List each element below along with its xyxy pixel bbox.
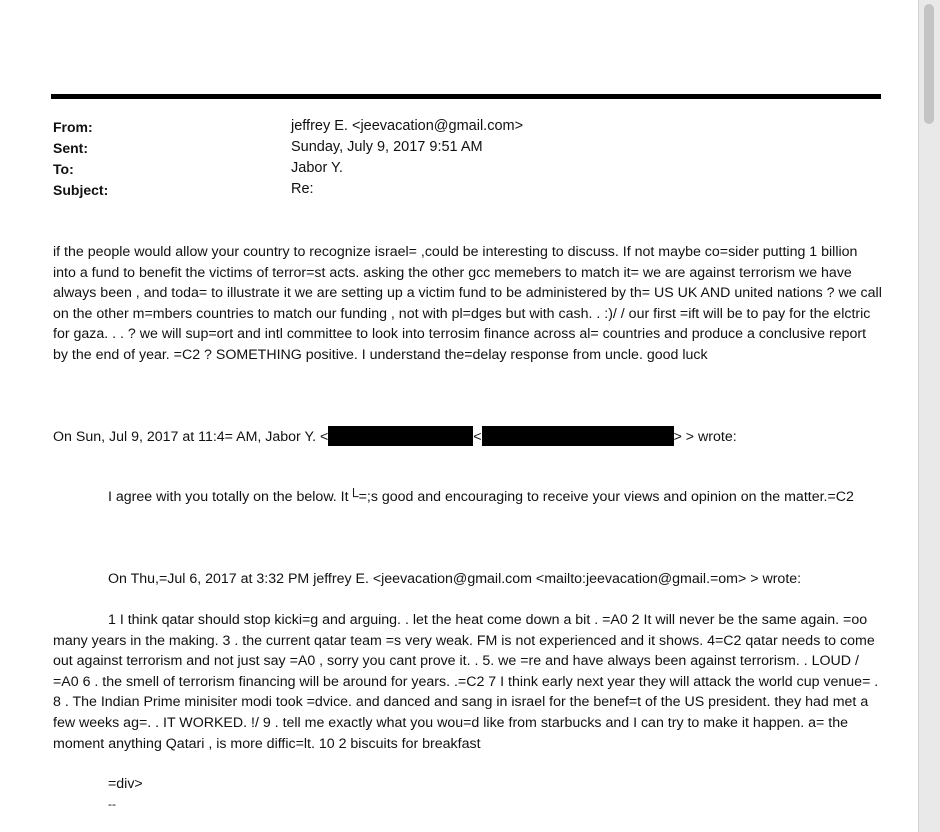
header-rule: [51, 94, 881, 99]
from-label: From:: [53, 119, 93, 135]
quote2-header: On Thu,=Jul 6, 2017 at 3:32 PM jeffrey E. <jeevacation@gmail.com <mailto:jeevacation@gmail.=om> > wrote:: [108, 571, 802, 587]
quote1-body: I agree with you totally on the below. It└=;s good and encouraging to receive your views and opinion on the matter.=C2: [108, 489, 854, 505]
scrollbar-thumb[interactable]: [924, 4, 934, 124]
quote1-intro: On Sun, Jul 9, 2017 at 11:4= AM, Jabor Y. <: [53, 429, 329, 445]
to-label: To:: [53, 161, 74, 177]
subject-label: Subject:: [53, 182, 109, 198]
quote1-tail: > > wrote:: [673, 429, 737, 445]
redaction-bar: [482, 426, 674, 446]
quote1-separator: <: [473, 429, 482, 445]
sent-label: Sent:: [53, 140, 88, 156]
to-value: Jabor Y.: [291, 160, 343, 176]
redaction-bar: [328, 426, 473, 446]
div-line: =div>: [108, 776, 143, 792]
sent-value: Sunday, July 9, 2017 9:51 AM: [291, 139, 483, 155]
message-body: if the people would allow your country to recognize israel= ,could be interesting to discuss. If not maybe co=sider putting 1 billion into a fund to benefit the victims of terror=st acts. asking the other gcc memebers to match it= we are against terrorism we have always been , and toda= to illustrate it we are setting up a victim fund to be administered by th= US UK AND united nations ? we call on the other m=mbers countries to match our funding , not with pl=dges but with cash. . :)/ / our first =ift will be to pay for the elctric for gaza. . . ? we will sup=ort and intl committee to look into terrosim finance across al= countries and produce a conclusive report by the end of year. =C2 ? SOMETHING positive. I understand the=delay response from uncle. good luck: [53, 244, 882, 363]
from-value: jeffrey E. <jeevacation@gmail.com>: [291, 118, 524, 134]
vertical-scrollbar[interactable]: [918, 0, 940, 832]
quote1-header: [53, 426, 737, 446]
subject-value: Re:: [291, 181, 314, 197]
signature-line: --: [108, 797, 116, 811]
quote2-body: 1 I think qatar should stop kicki=g and arguing. . let the heat come down a bit . =A0 2 It will never be the same again. =oo many years in the making. 3 . the current qatar team =s very weak. FM is not experienced and it shows. 4=C2 qatar needs to come out against terrorism and not just say =A0 , sorry you cant prove it. . 5. we =re and have always been against terrorism. . LOUD / =A0 6 . the smell of terrorism financing will be around for years. .=C2 7 I think early next year they will attack the world cup venue= . 8 . The Indian Prime minisiter modi took =dvice. and danced and sang in israel for the benef=t of the US president. they had met a few weeks ag=. . IT WORKED. !/ 9 . tell me exactly what you wou=d like from starbucks and I can try to make it happen. a= the moment anything Qatari , is more diffic=lt. 10 2 biscuits for breakfast: [53, 612, 879, 752]
